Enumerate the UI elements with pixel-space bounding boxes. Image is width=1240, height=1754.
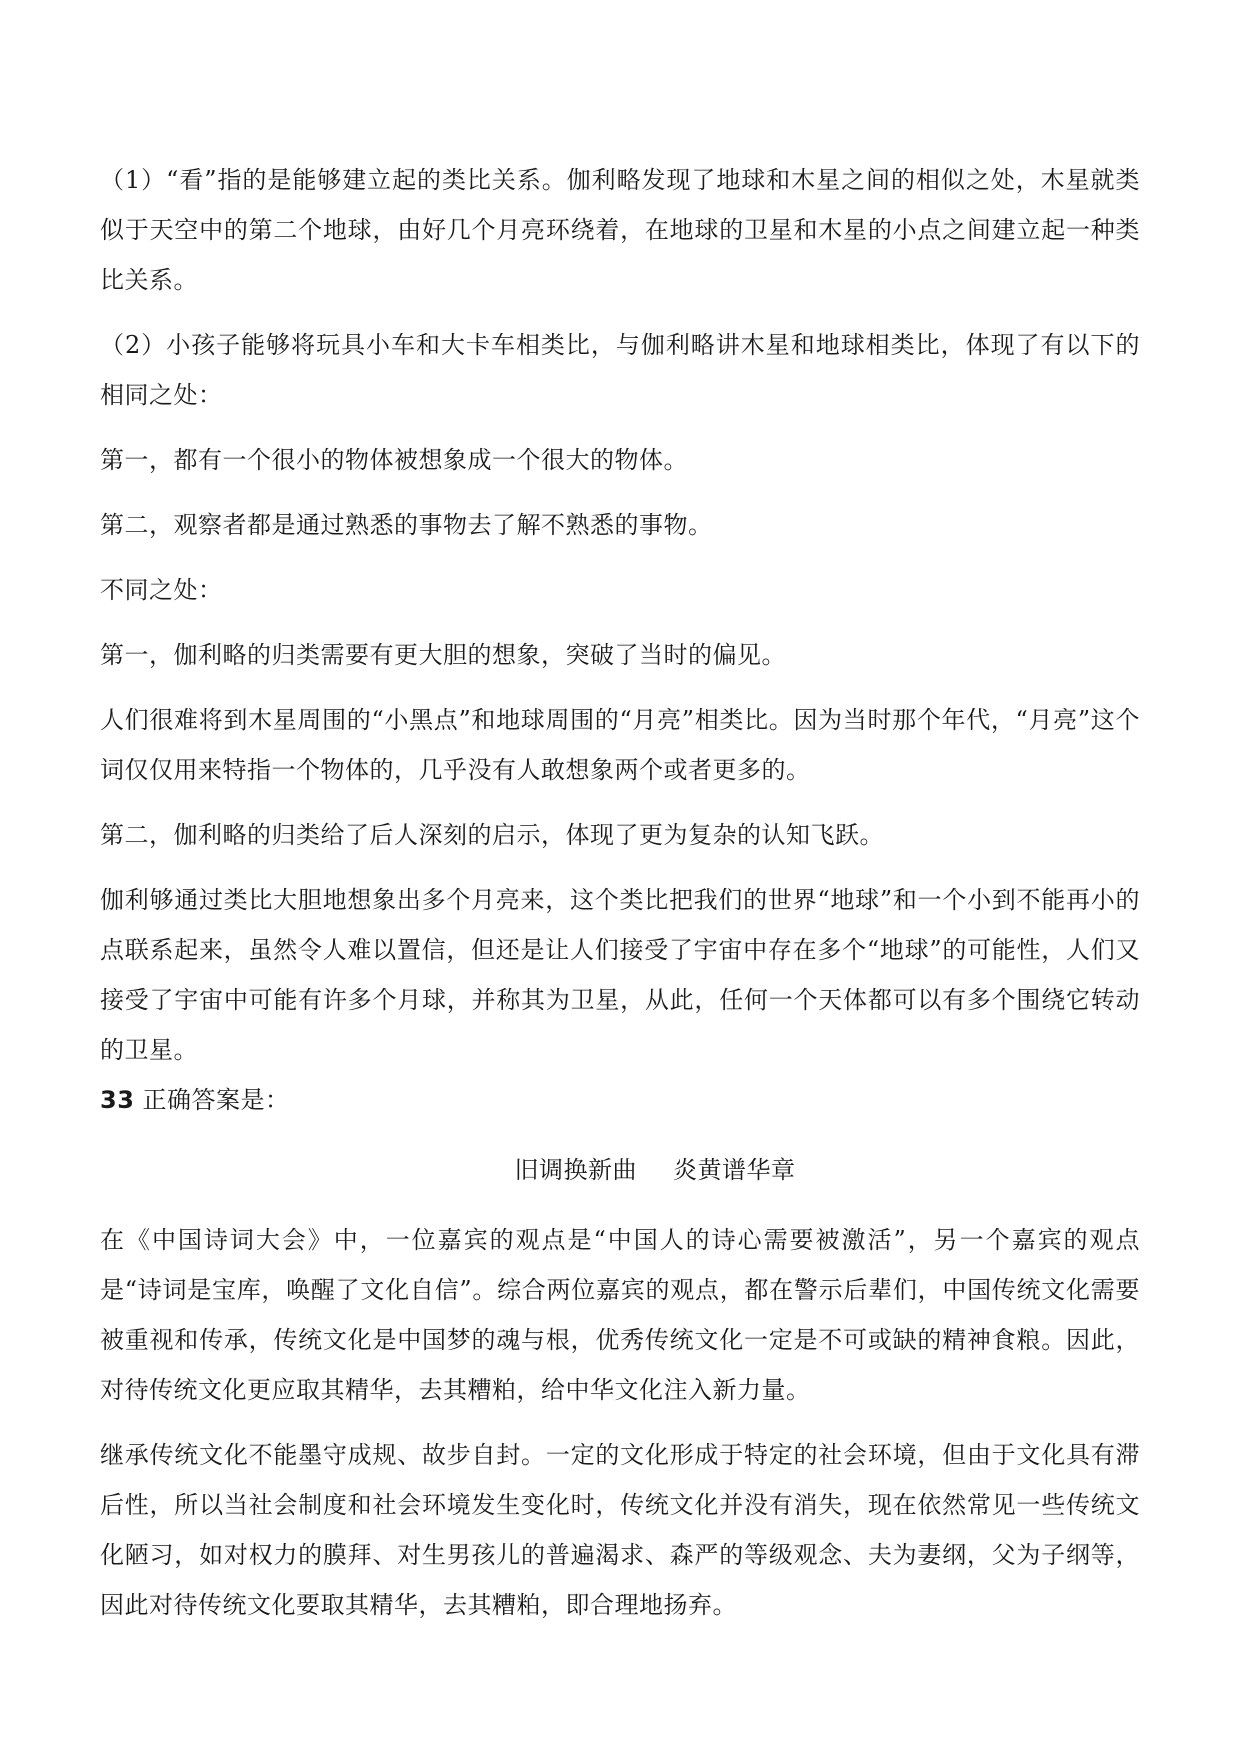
question-number: 33: [100, 1086, 135, 1114]
essay-paragraph-1: 在《中国诗词大会》中，一位嘉宾的观点是“中国人的诗心需要被激活”，另一个嘉宾的观点是“诗词是宝库，唤醒了文化自信”。综合两位嘉宾的观点，都在警示后辈们，中国传统文化需要被重视和传承，传统文化是中国梦的魂与根，优秀传统文化一定是不可或缺的精神食粮。因此，对待传统文化更应取其精华，去其糟粕，给中华文化注入新力量。: [100, 1226, 1140, 1404]
document-page: [100, 155, 1140, 1645]
essay-title: [100, 1145, 1140, 1195]
answer-paragraph-4: 第二，观察者都是通过熟悉的事物去了解不熟悉的事物。: [100, 511, 713, 539]
essay-paragraph-2: 继承传统文化不能墨守成规、故步自封。一定的文化形成于特定的社会环境，但由于文化具有滞后性，所以当社会制度和社会环境发生变化时，传统文化并没有消失，现在依然常见一些传统文化陋习，如对权力的膜拜、对生男孩儿的普遍渴求、森严的等级观念、夫为妻纲，父为子纲等，因此对待传统文化要取其精华，去其糟粕，即合理地扬弃。: [100, 1441, 1140, 1619]
answer-paragraph-6: 第一，伽利略的归类需要有更大胆的想象，突破了当时的偏见。: [100, 641, 786, 669]
answer-paragraph-3: 第一，都有一个很小的物体被想象成一个很大的物体。: [100, 446, 688, 474]
answer-paragraph-1: （1）“看”指的是能够建立起的类比关系。伽利略发现了地球和木星之间的相似之处，木星就类似于天空中的第二个地球，由好几个月亮环绕着，在地球的卫星和木星的小点之间建立起一种类比关系。: [100, 166, 1140, 294]
answer-paragraph-2: （2）小孩子能够将玩具小车和大卡车相类比，与伽利略讲木星和地球相类比，体现了有以下的相同之处：: [100, 331, 1140, 409]
answer-paragraph-8: 第二，伽利略的归类给了后人深刻的启示，体现了更为复杂的认知飞跃。: [100, 821, 884, 849]
essay-title-part-2: 炎黄谱华章: [673, 1156, 796, 1184]
essay-title-part-1: 旧调换新曲: [514, 1156, 637, 1184]
question-label: 正确答案是：: [142, 1086, 290, 1114]
question-33-heading: [100, 1075, 1140, 1125]
answer-paragraph-7: 人们很难将到木星周围的“小黑点”和地球周围的“月亮”相类比。因为当时那个年代，“月亮”这个词仅仅用来特指一个物体的，几乎没有人敢想象两个或者更多的。: [100, 706, 1140, 784]
answer-paragraph-5: 不同之处：: [100, 576, 223, 604]
answer-paragraph-9: 伽利够通过类比大胆地想象出多个月亮来，这个类比把我们的世界“地球”和一个小到不能再小的点联系起来，虽然令人难以置信，但还是让人们接受了宇宙中存在多个“地球”的可能性，人们又接受了宇宙中可能有许多个月球，并称其为卫星，从此，任何一个天体都可以有多个围绕它转动的卫星。: [100, 886, 1140, 1064]
